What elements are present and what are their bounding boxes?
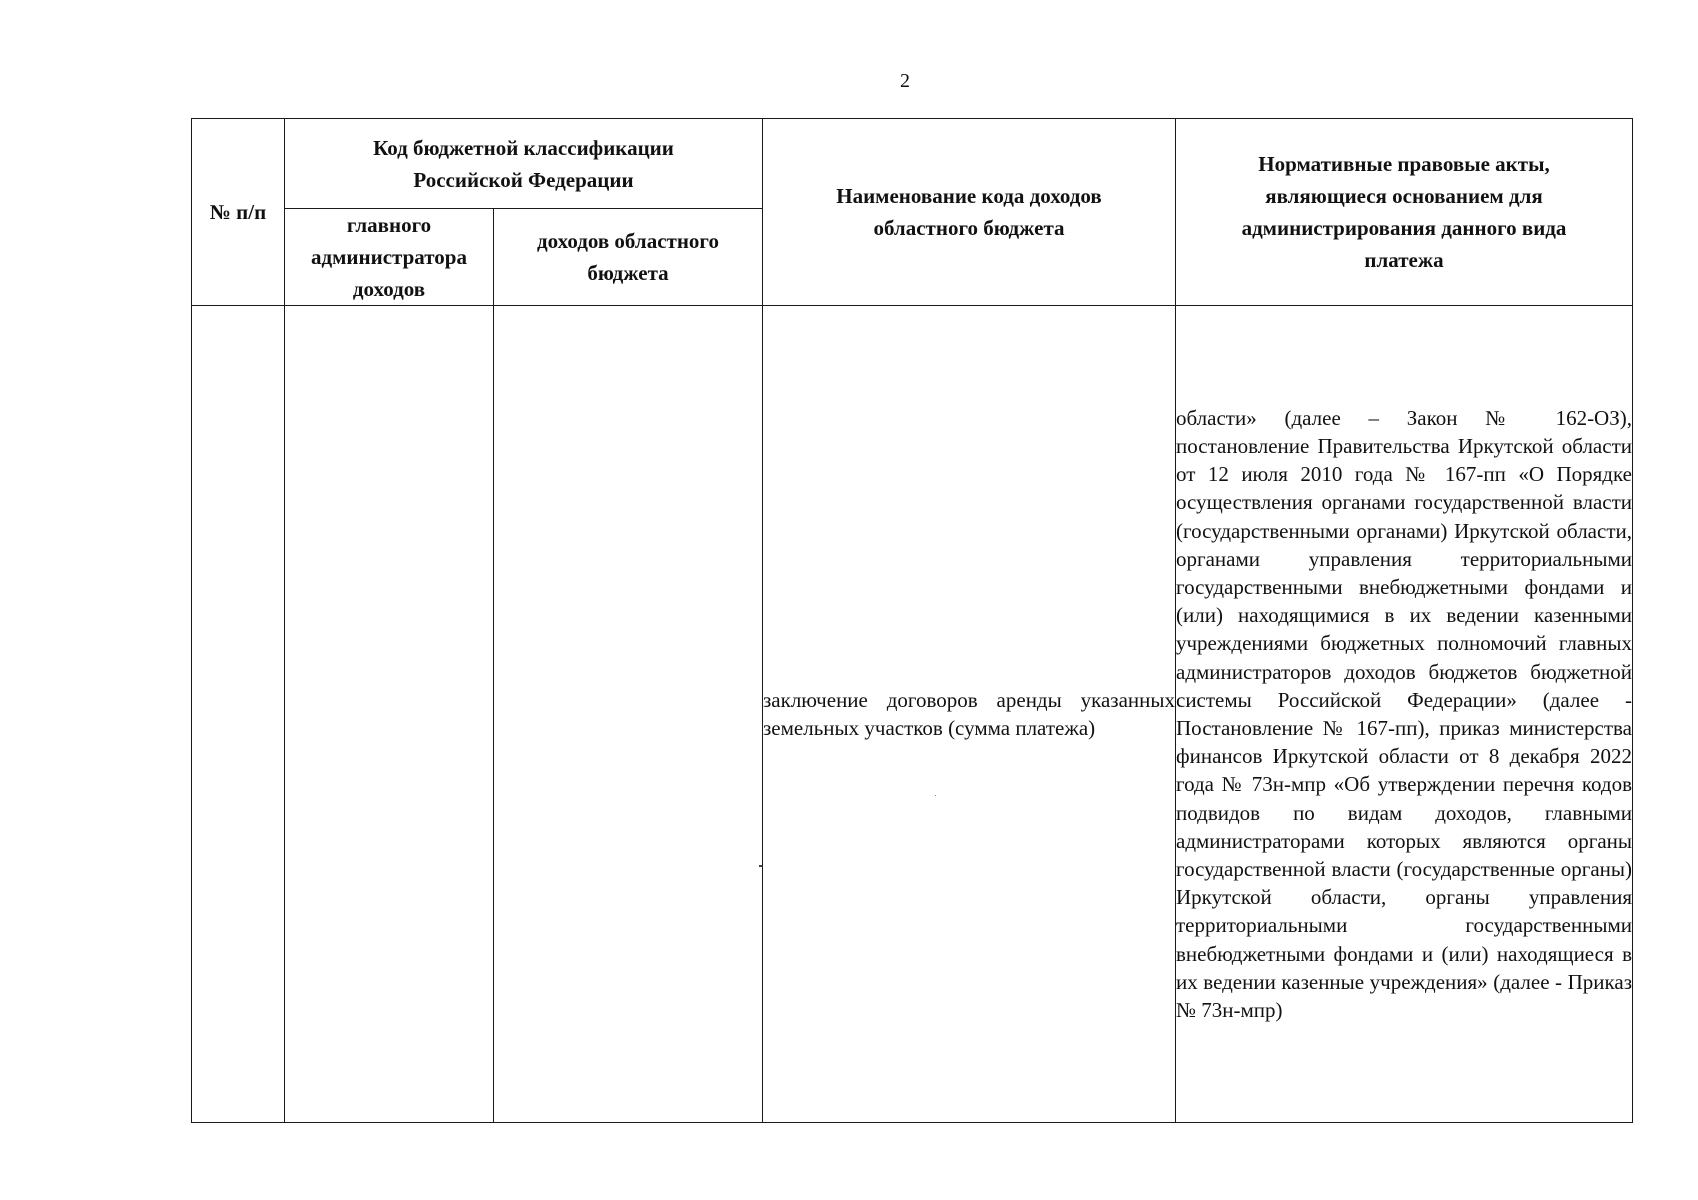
header-legal-acts: Нормативные правовые акты, являющиеся основанием для администрирования данного вида платежа xyxy=(1176,119,1633,306)
scan-speck xyxy=(935,795,936,796)
cell-income-code xyxy=(494,306,763,1123)
scan-speck xyxy=(759,865,762,867)
table-row xyxy=(192,306,1633,1123)
header-kbk-admin: главного администратора доходов xyxy=(285,209,494,306)
header-row-number: № п/п xyxy=(192,119,285,306)
header-kbk-group: Код бюджетной классификации Российской Федерации xyxy=(285,119,763,209)
cell-income-name: заключение договоров аренды указанных земельных участков (сумма платежа) xyxy=(763,306,1176,1123)
header-kbk-income: доходов областного бюджета xyxy=(494,209,763,306)
cell-admin-code xyxy=(285,306,494,1123)
cell-legal-acts: области» (далее – Закон № 162-ОЗ), постановление Правительства Иркутской области от 12 июля 2010 года № 167-пп «О Порядке осуществления органами государственной власти (государственными органами) Иркутской области, органами управления территориальными государственными внебюджетными фондами и (или) находящимися в их ведении казенными учреждениями бюджетных полномочий главных администраторов доходов бюджетов бюджетной системы Российской Федерации» (далее - Постановление № 167-пп), приказ министерства финансов Иркутской области от 8 декабря 2022 года № 73н-мпр «Об утверждении перечня кодов подвидов по видам доходов, главными администраторами которых являются органы государственной власти (государственные органы) Иркутской области, органы управления территориальными государственными внебюджетными фондами и (или) находящиеся в их ведении казенные учреждения» (далее - Приказ № 73н-мпр) xyxy=(1176,306,1633,1123)
cell-row-number xyxy=(192,306,285,1123)
header-income-name: Наименование кода доходов областного бюджета xyxy=(763,119,1176,306)
budget-classification-table xyxy=(191,118,1633,1123)
page-number: 2 xyxy=(900,70,910,92)
